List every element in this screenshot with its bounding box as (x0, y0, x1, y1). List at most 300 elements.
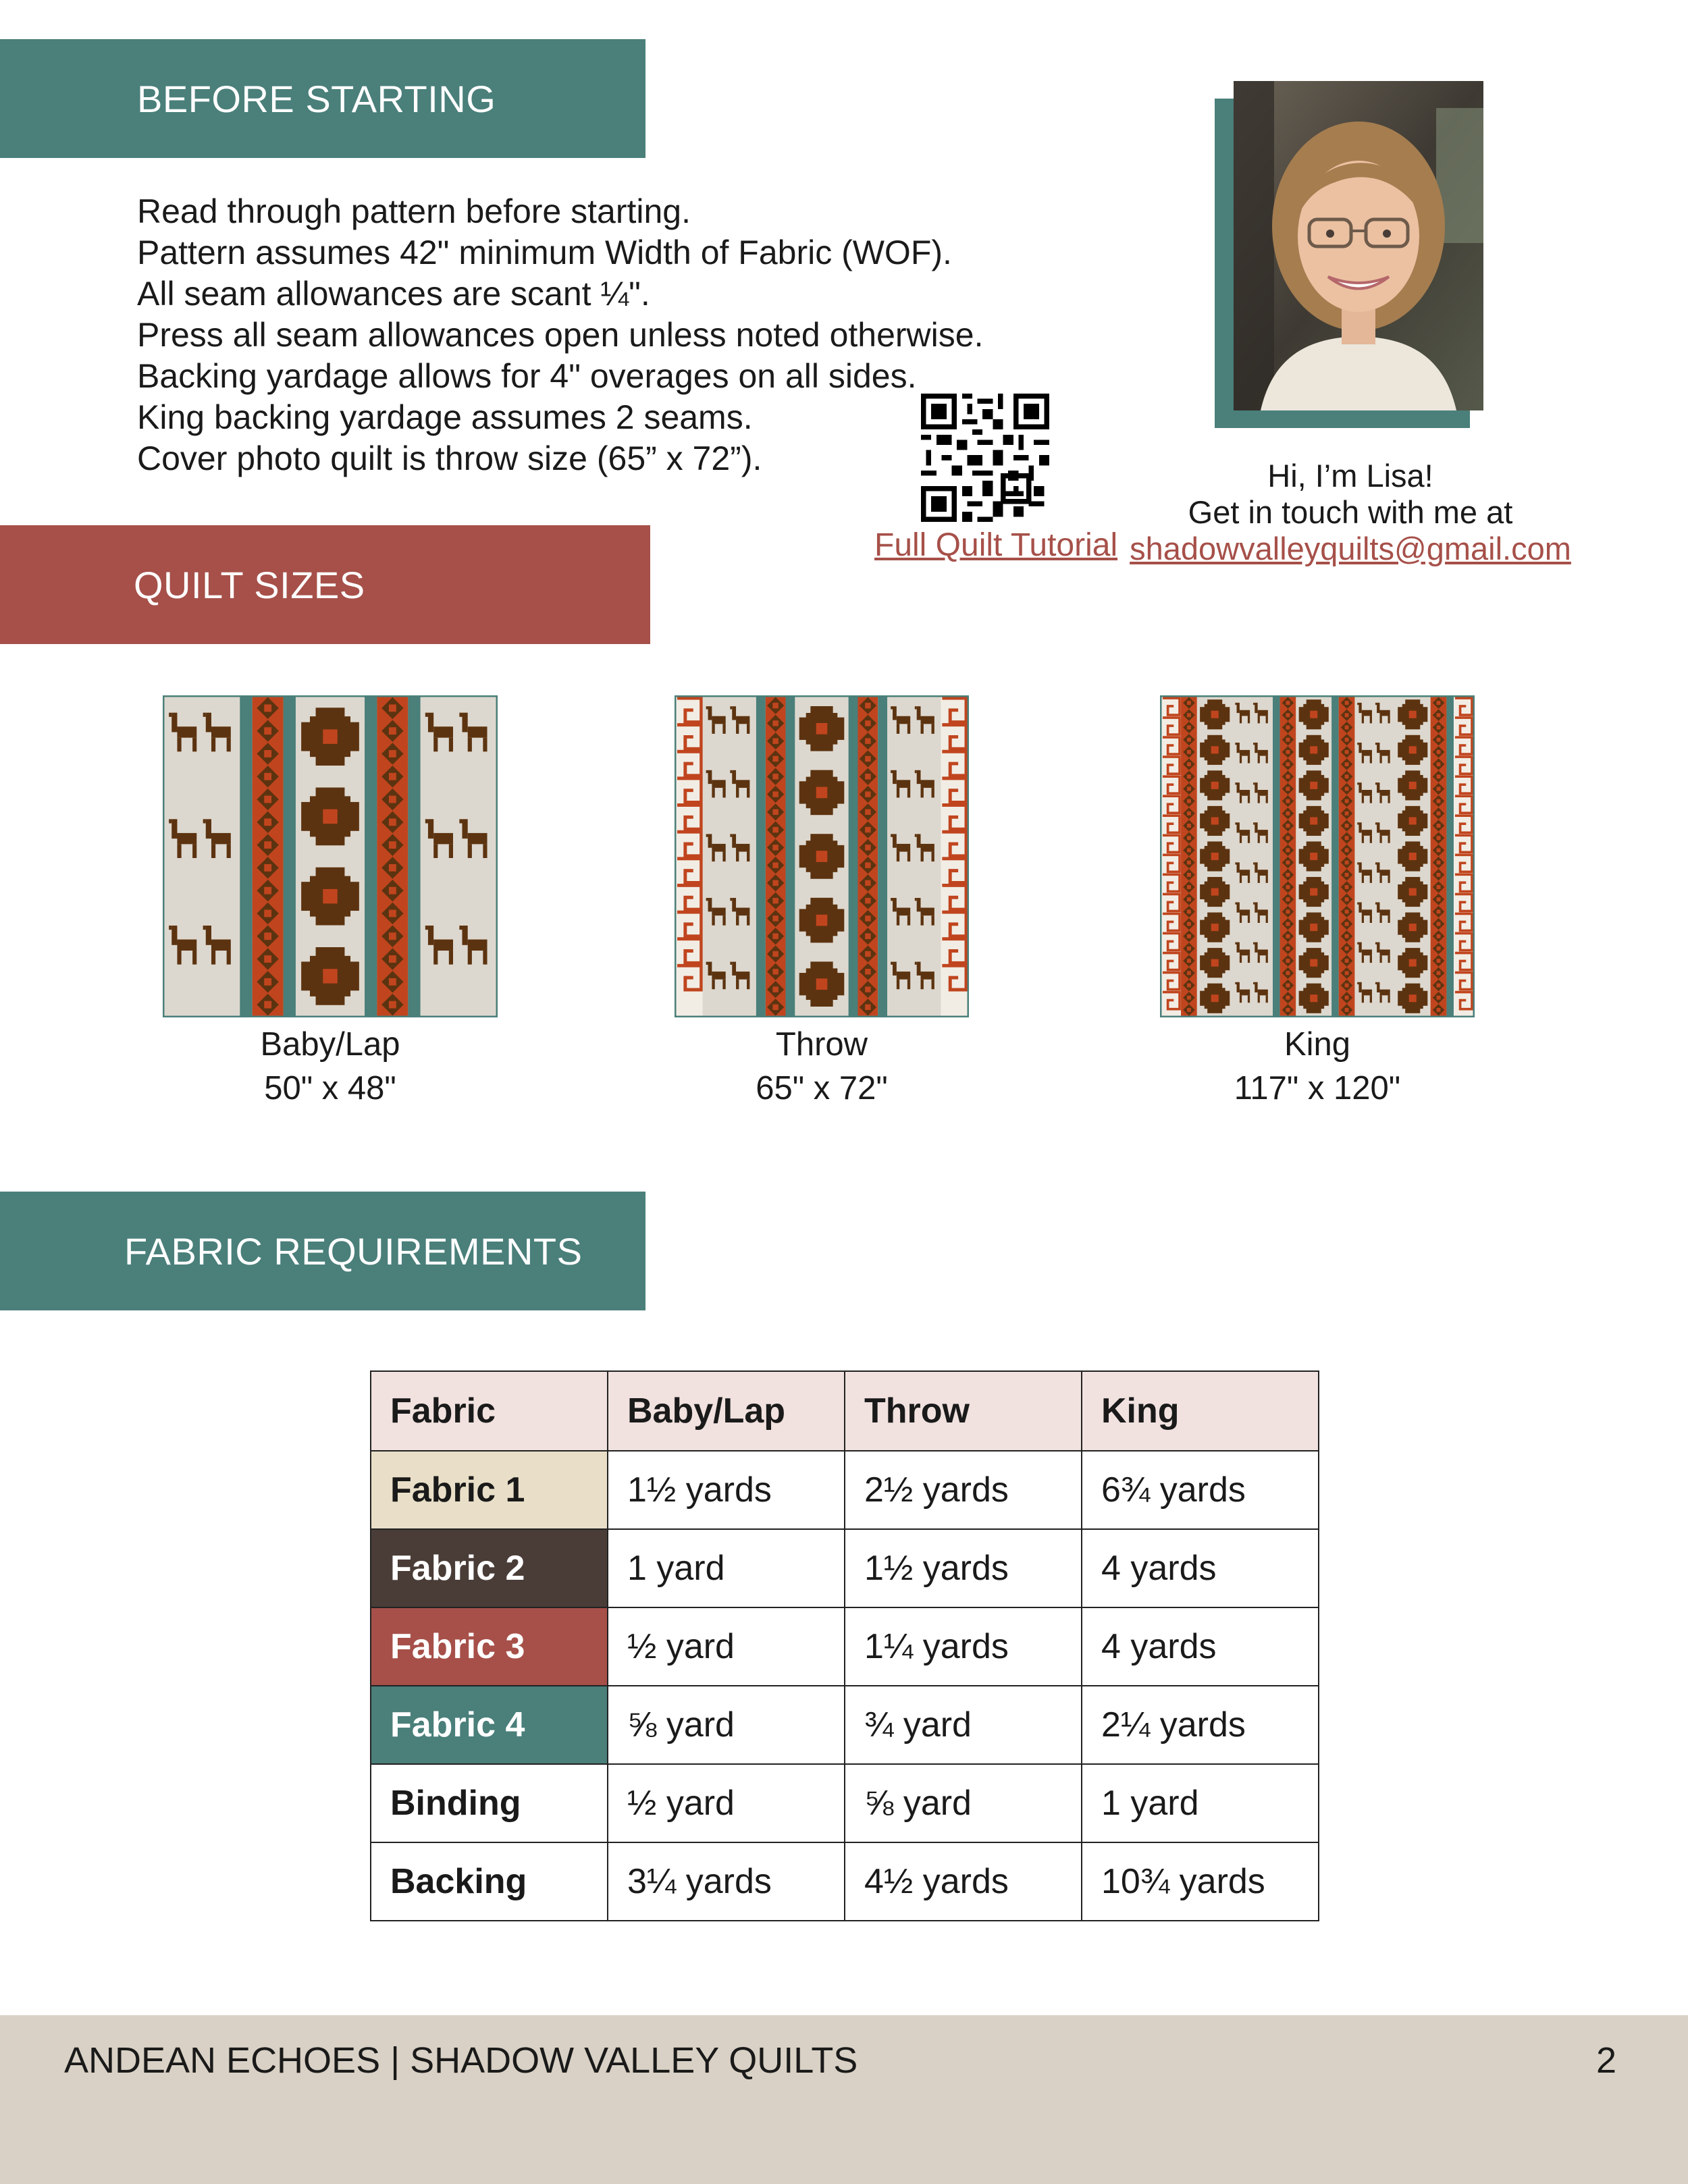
llama-part (1258, 716, 1260, 723)
diamond-center (264, 773, 271, 780)
diamond-center (1286, 787, 1290, 791)
llama-part (1370, 796, 1372, 803)
diamond-center (1286, 824, 1290, 828)
llama-part (1357, 703, 1359, 705)
llama-part (1362, 950, 1372, 956)
diamond-center (1437, 701, 1441, 705)
quilt-king-image (1160, 695, 1475, 1017)
llama-part (1375, 743, 1377, 745)
llama-part (177, 844, 181, 858)
table-cell: 4½ yards (845, 1842, 1082, 1921)
llama-part (1377, 782, 1379, 793)
diamond-center (1345, 984, 1349, 988)
llama-part (468, 951, 472, 965)
llama-part (921, 852, 924, 862)
table-cell: 4 yards (1082, 1607, 1319, 1686)
llama-part (1255, 703, 1257, 713)
llama-part (169, 926, 172, 930)
llama-part (1253, 703, 1255, 705)
llama-part (897, 852, 899, 862)
table-header-row (371, 1371, 1319, 1451)
table-cell: 1 yard (1082, 1764, 1319, 1842)
llama-part (483, 844, 487, 858)
llama-part (1362, 876, 1364, 883)
diamond-center (772, 827, 778, 832)
llama-part (206, 713, 211, 733)
llama-part (747, 788, 749, 798)
diamond-center (1437, 750, 1441, 754)
llama-part (921, 971, 934, 980)
sashing-strip (365, 697, 377, 1016)
llama-part (1240, 756, 1242, 764)
fabric-swatch-cell: Fabric 4 (371, 1686, 608, 1764)
diamond-center (264, 818, 271, 826)
llama-part (449, 738, 453, 752)
quilt-sizes-header (0, 525, 650, 644)
diamond-center (1187, 738, 1191, 742)
diamond-center (1187, 811, 1191, 816)
llama-part (1258, 830, 1268, 836)
llama-part (736, 915, 739, 926)
llama-part (712, 724, 714, 734)
llama-part (1379, 995, 1381, 1003)
llama-part (177, 833, 196, 844)
diamond-center (1437, 873, 1441, 877)
llama-part (1266, 796, 1268, 803)
llama-part (177, 726, 196, 737)
diamond-center (1286, 726, 1290, 730)
llama-part (468, 844, 472, 858)
llama-part (1240, 710, 1250, 716)
medallion-center (1211, 711, 1219, 718)
llama-part (736, 724, 739, 734)
llama-part (1258, 990, 1268, 996)
medallion-center (1310, 959, 1317, 967)
diamond-center (1286, 836, 1290, 840)
llama-part (1237, 743, 1240, 753)
llama-part (1359, 822, 1361, 832)
llama-part (1258, 915, 1260, 923)
llama-part (732, 898, 736, 911)
llama-part (177, 738, 181, 752)
quilt-name: Throw (775, 1026, 868, 1063)
llama-part (736, 980, 739, 990)
llama-part (1362, 909, 1372, 915)
llama-part (897, 724, 899, 734)
llama-part (1370, 716, 1372, 723)
diamond-center (1437, 799, 1441, 803)
full-quilt-tutorial-link[interactable]: Full Quilt Tutorial (874, 527, 1118, 563)
llama-part (921, 780, 934, 788)
llama-part (1379, 870, 1390, 876)
llama-part (921, 844, 934, 852)
diamond-center (865, 915, 870, 921)
llama-part (1266, 716, 1268, 723)
fabric-label-cell: Binding (371, 1764, 608, 1842)
diamond-center (1187, 762, 1191, 766)
llama-part (1240, 716, 1242, 723)
diamond-center (1286, 984, 1290, 988)
llama-part (1379, 710, 1390, 716)
table-cell: ½ yard (608, 1607, 845, 1686)
medallion-center (1409, 924, 1417, 931)
diamond-center (1286, 971, 1290, 975)
diamond-center (1187, 873, 1191, 877)
diamond-center (1345, 873, 1349, 877)
llama-part (712, 788, 714, 798)
llama-part (1362, 790, 1372, 796)
llama-part (1362, 756, 1364, 764)
llama-part (1237, 782, 1240, 793)
diamond-center (1345, 934, 1349, 938)
llama-part (1258, 750, 1268, 756)
llama-part (712, 716, 725, 724)
footer-title: ANDEAN ECHOES | SHADOW VALLEY QUILTS (64, 2040, 858, 2081)
llama-part (747, 915, 749, 926)
diamond-center (1187, 971, 1191, 975)
llama-part (732, 962, 736, 976)
llama-part (736, 788, 739, 798)
diamond-center (1437, 934, 1441, 938)
diamond-center (772, 898, 778, 903)
llama-part (1362, 955, 1364, 963)
llama-part (891, 834, 893, 836)
diamond-center (389, 841, 396, 849)
diamond-center (389, 750, 396, 757)
llama-part (425, 926, 428, 930)
diamond-center (264, 955, 271, 963)
fabric-swatch-cell: Fabric 1 (371, 1451, 608, 1529)
llama-part (433, 940, 453, 951)
llama-part (1379, 909, 1390, 915)
quilt-throw (675, 695, 969, 1111)
diamond-center (772, 720, 778, 726)
llama-part (468, 940, 487, 951)
llama-part (917, 962, 921, 976)
llama-part (915, 706, 917, 709)
diamond-center (389, 955, 396, 963)
llama-part (736, 852, 739, 862)
llama-part (1377, 942, 1379, 953)
llama-part (459, 713, 462, 717)
llama-part (921, 915, 924, 926)
medallion-center (1310, 924, 1317, 931)
diamond-center (1345, 811, 1349, 816)
llama-part (1388, 756, 1390, 764)
llama-part (211, 833, 231, 844)
llama-part (736, 844, 749, 852)
llama-part (211, 726, 231, 737)
llama-part (1235, 902, 1236, 904)
llama-part (907, 915, 910, 926)
diamond-center (264, 864, 271, 872)
medallion-center (1211, 746, 1219, 753)
diamond-center (1437, 861, 1441, 865)
diamond-center (264, 932, 271, 940)
quilt-name: King (1284, 1026, 1351, 1063)
llama-part (1362, 870, 1372, 876)
llama-part (1258, 950, 1268, 956)
diamond-center (772, 756, 778, 762)
llama-part (1359, 942, 1361, 953)
note-item: Backing yardage allows for 4" overages on all sides. (137, 357, 917, 395)
diamond-center (264, 841, 271, 849)
medallion-center (1310, 888, 1317, 896)
llama-part (1240, 876, 1242, 883)
llama-part (1258, 790, 1268, 796)
qr-code-icon[interactable] (921, 394, 1049, 522)
medallion-center (1409, 994, 1417, 1002)
sashing-strip (1273, 697, 1280, 1016)
llama-part (921, 788, 924, 798)
diamond-center (264, 910, 271, 917)
medallion-center (1310, 782, 1317, 789)
table-row (371, 1764, 1319, 1842)
diamond-center (1187, 713, 1191, 717)
llama-part (732, 770, 736, 784)
llama-part (907, 724, 910, 734)
before-starting-title: BEFORE STARTING (137, 77, 496, 120)
table-cell: 1½ yards (608, 1451, 845, 1529)
llama-part (730, 834, 732, 836)
diamond-center (1437, 897, 1441, 901)
diamond-center (1187, 996, 1191, 1000)
llama-part (1388, 995, 1390, 1003)
llama-part (931, 980, 934, 990)
llama-part (468, 738, 472, 752)
llama-part (433, 738, 438, 752)
designer-photo (1234, 81, 1483, 410)
table-row (371, 1607, 1319, 1686)
diamond-center (389, 773, 396, 780)
diamond-center (1345, 959, 1349, 963)
diamond-center (1187, 726, 1191, 730)
llama-part (1357, 822, 1359, 824)
llama-part (1375, 942, 1377, 944)
contact-block (1121, 458, 1580, 567)
llama-part (203, 926, 206, 930)
llama-part (915, 962, 917, 965)
llama-part (1370, 876, 1372, 883)
diamond-center (1286, 959, 1290, 963)
llama-part (428, 926, 433, 945)
llama-part (1359, 902, 1361, 912)
note-item: Cover photo quilt is throw size (65” x 72”). (137, 440, 762, 477)
llama-part (1235, 703, 1236, 705)
diamond-center (1286, 750, 1290, 754)
fabric-swatch-cell: Fabric 2 (371, 1529, 608, 1607)
diamond-center (772, 880, 778, 886)
llama-part (1362, 750, 1372, 756)
llama-part (1266, 756, 1268, 764)
diamond-center (1286, 799, 1290, 803)
llama-part (433, 726, 453, 737)
note-item: Read through pattern before starting. (137, 192, 691, 230)
llama-part (730, 962, 732, 965)
llama-part (169, 713, 172, 717)
email-link[interactable]: shadowvalleyquilts@gmail.com (1130, 531, 1571, 566)
medallion-center (1310, 711, 1317, 718)
diamond-center (264, 978, 271, 986)
llama-part (1235, 982, 1236, 984)
diamond-center (1437, 824, 1441, 828)
llama-part (921, 908, 934, 916)
llama-part (1240, 796, 1242, 803)
diamond-center (772, 791, 778, 797)
diamond-center (1345, 824, 1349, 828)
diamond-center (865, 862, 870, 868)
diamond-center (865, 809, 870, 815)
diamond-center (1437, 909, 1441, 913)
llama-part (169, 819, 172, 823)
diamond-center (865, 845, 870, 850)
llama-part (1388, 876, 1390, 883)
llama-part (1237, 982, 1240, 992)
llama-part (1379, 915, 1381, 923)
llama-part (172, 819, 177, 838)
llama-part (227, 738, 231, 752)
llama-part (712, 780, 725, 788)
medallion-center (323, 729, 337, 743)
llama-part (433, 833, 453, 844)
table-cell: ⅝ yard (608, 1686, 845, 1764)
llama-part (736, 971, 749, 980)
llama-part (1237, 902, 1240, 912)
fabric-requirements-title: FABRIC REQUIREMENTS (124, 1229, 583, 1273)
llama-part (1388, 915, 1390, 923)
llama-part (1362, 716, 1364, 723)
diamond-center (1286, 861, 1290, 865)
diamond-center (1345, 836, 1349, 840)
medallion-center (1211, 782, 1219, 789)
llama-part (708, 834, 712, 847)
medallion-center (816, 851, 828, 862)
diamond-center (389, 1001, 396, 1009)
diamond-center (1187, 897, 1191, 901)
diamond-center (1437, 811, 1441, 816)
llama-part (425, 819, 428, 823)
diamond-center (1286, 934, 1290, 938)
llama-part (1377, 982, 1379, 992)
llama-part (747, 724, 749, 734)
llama-part (893, 898, 897, 911)
diamond-center (1437, 762, 1441, 766)
medallion-center (1211, 959, 1219, 967)
medallion-center (1211, 888, 1219, 896)
llama-part (1362, 836, 1364, 843)
llama-part (203, 819, 206, 823)
diamond-center (1187, 947, 1191, 951)
llama-part (897, 915, 899, 926)
llama-part (712, 908, 725, 916)
column-header: Fabric (371, 1371, 608, 1451)
llama-part (893, 834, 897, 847)
diamond-center (1345, 971, 1349, 975)
quilt-size: 65" x 72" (756, 1070, 888, 1107)
quilt-king (1160, 695, 1475, 1111)
llama-part (1375, 862, 1377, 864)
llama-part (1237, 822, 1240, 832)
llama-part (1379, 836, 1381, 843)
diamond-center (264, 750, 271, 757)
diamond-center (772, 969, 778, 974)
llama-part (211, 844, 215, 858)
llama-part (931, 852, 934, 862)
diamond-center (772, 774, 778, 779)
llama-part (449, 951, 453, 965)
diamond-center (1345, 762, 1349, 766)
diamond-center (865, 703, 870, 708)
llama-part (732, 834, 736, 847)
llama-part (917, 706, 921, 720)
llama-part (1377, 862, 1379, 872)
llama-part (462, 819, 467, 838)
llama-part (1237, 703, 1240, 713)
llama-part (1379, 750, 1390, 756)
diamond-center (1437, 836, 1441, 840)
llama-part (462, 713, 467, 733)
llama-part (1359, 982, 1361, 992)
llama-part (459, 819, 462, 823)
diamond-center (1437, 996, 1441, 1000)
llama-part (468, 833, 487, 844)
medallion-center (1409, 711, 1417, 718)
llama-part (1258, 710, 1268, 716)
diamond-center (1286, 897, 1290, 901)
llama-part (931, 915, 934, 926)
diamond-center (772, 845, 778, 850)
notes-list (137, 191, 983, 479)
diamond-center (1437, 787, 1441, 791)
llama-part (1362, 796, 1364, 803)
llama-part (1248, 796, 1250, 803)
llama-part (1377, 902, 1379, 912)
llama-part (1266, 836, 1268, 843)
llama-part (1362, 915, 1364, 923)
contact-line: Get in touch with me at (1188, 494, 1513, 530)
llama-part (1359, 862, 1361, 872)
llama-part (897, 980, 899, 990)
llama-part (730, 770, 732, 773)
diamond-center (1187, 799, 1191, 803)
llama-part (1266, 876, 1268, 883)
medallion-center (1310, 746, 1317, 753)
sashing-strip (849, 697, 858, 1016)
llama-part (1379, 716, 1381, 723)
llama-part (1379, 950, 1390, 956)
llama-part (1266, 995, 1268, 1003)
column-header: King (1082, 1371, 1319, 1451)
llama-part (1255, 822, 1257, 832)
diamond-center (865, 969, 870, 974)
llama-part (708, 770, 712, 784)
diamond-center (865, 827, 870, 832)
diamond-center (1286, 885, 1290, 889)
diamond-center (772, 703, 778, 708)
llama-part (907, 788, 910, 798)
llama-part (915, 898, 917, 901)
llama-part (1375, 982, 1377, 984)
llama-part (1359, 782, 1361, 793)
llama-part (891, 706, 893, 709)
llama-part (1235, 942, 1236, 944)
llama-part (1370, 995, 1372, 1003)
diamond-center (865, 1005, 870, 1010)
diamond-center (865, 986, 870, 992)
llama-part (1377, 822, 1379, 832)
llama-part (730, 898, 732, 901)
llama-part (1375, 822, 1377, 824)
